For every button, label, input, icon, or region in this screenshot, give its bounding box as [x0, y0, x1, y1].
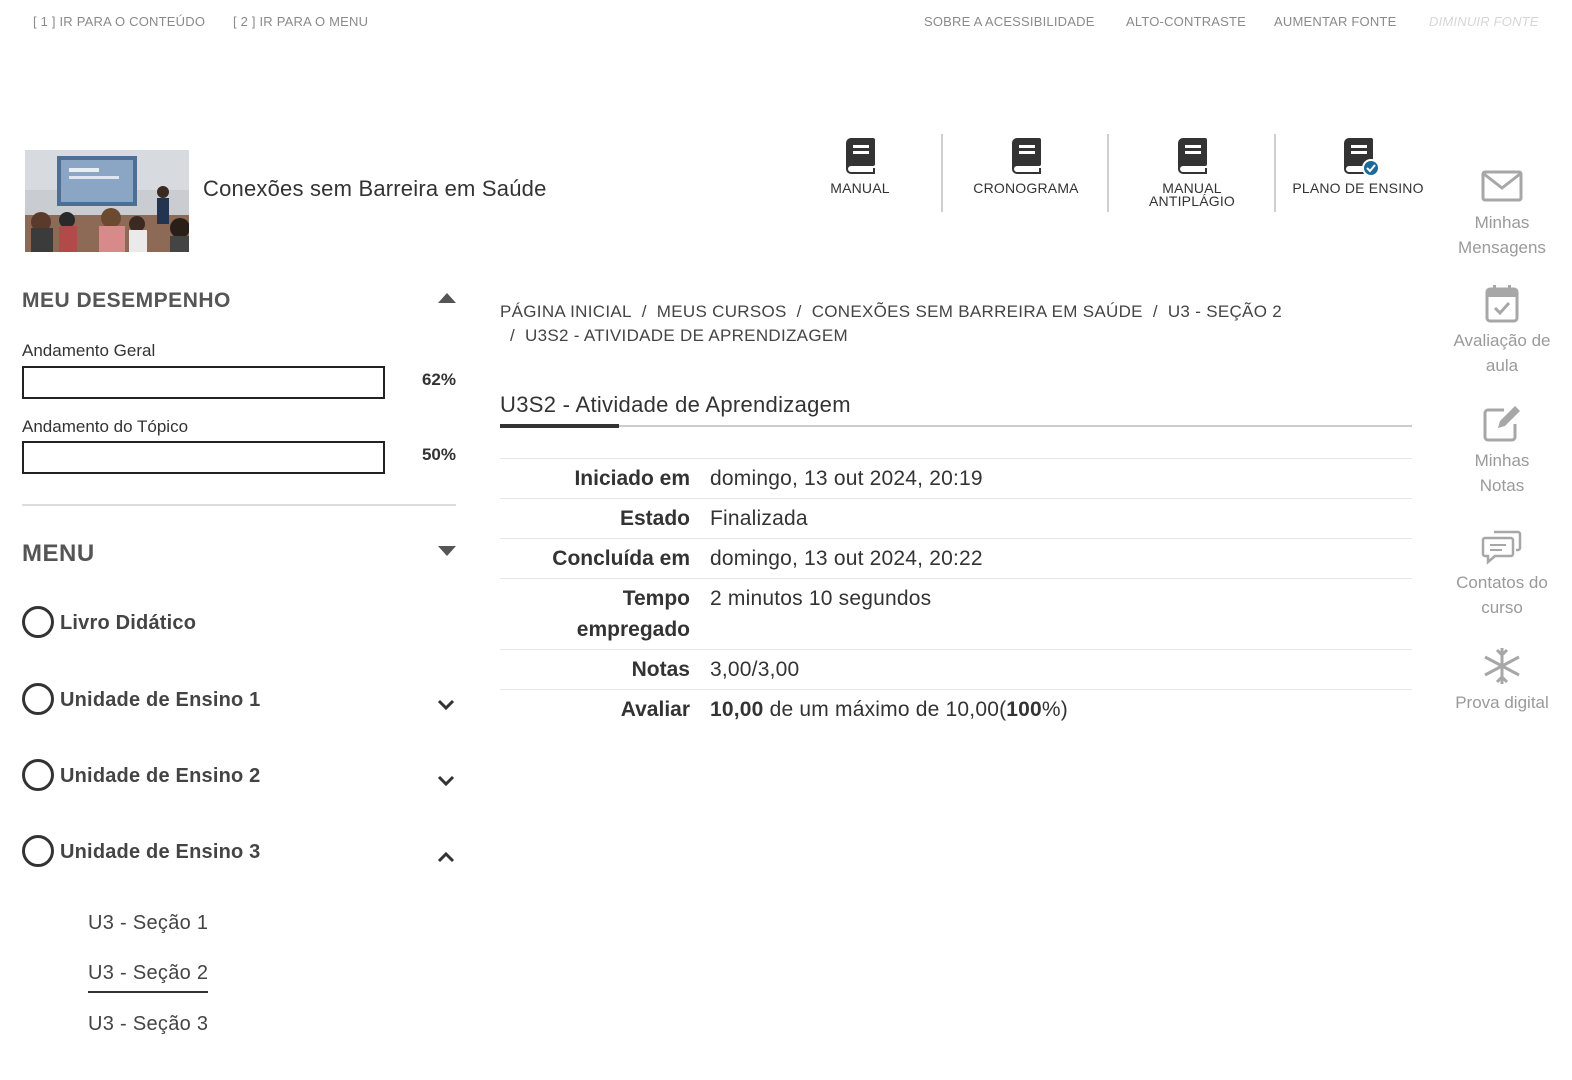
menu-item-livro-didatico[interactable]	[22, 606, 456, 642]
grade-label: Avaliar	[620, 698, 690, 721]
tool-divider	[1274, 134, 1276, 212]
book-icon	[839, 134, 881, 176]
marks-value: 3,00/3,00	[710, 658, 800, 681]
title-underline-accent	[500, 424, 619, 428]
menu-item-label: Unidade de Ensino 3	[60, 841, 261, 863]
tool-cronograma[interactable]	[966, 134, 1086, 212]
toggle-menu-icon[interactable]	[438, 546, 456, 556]
breadcrumb-separator: /	[510, 326, 516, 345]
menu-item-unidade-2[interactable]	[22, 759, 456, 795]
rail-label: Avaliação de	[1453, 331, 1551, 350]
tool-plano-de-ensino[interactable]	[1288, 134, 1428, 212]
submenu-u3-secao-3[interactable]: U3 - Seção 3	[88, 1013, 209, 1035]
time-taken-label-2: empregado	[576, 618, 690, 641]
topic-progress-fill	[24, 443, 204, 472]
chevron-up-icon[interactable]	[436, 847, 456, 867]
breadcrumb-my-courses[interactable]: MEUS CURSOS	[656, 302, 787, 321]
menu-title: MENU	[22, 540, 95, 567]
tool-cronograma-label: CRONOGRAMA	[973, 180, 1079, 196]
rail-minhas-notas[interactable]	[1440, 404, 1564, 498]
section-divider	[22, 504, 456, 506]
state-label: Estado	[619, 507, 690, 530]
snowflake-icon	[1480, 646, 1524, 686]
menu-item-unidade-1[interactable]	[22, 683, 456, 719]
rail-contatos-do-curso[interactable]	[1440, 526, 1564, 620]
tool-divider	[941, 134, 943, 212]
breadcrumb-activity[interactable]: U3S2 - ATIVIDADE DE APRENDIZAGEM	[525, 326, 848, 345]
grade-value	[710, 690, 1412, 730]
topic-progress-label: Andamento do Tópico	[22, 417, 189, 436]
menu-item-label: Unidade de Ensino 2	[60, 765, 261, 787]
attempt-summary-table	[500, 458, 1412, 729]
overall-progress-label: Andamento Geral	[22, 341, 156, 360]
breadcrumb-separator: /	[796, 302, 802, 321]
topic-progress-bar	[22, 441, 385, 474]
grade-percent-suffix: %)	[1041, 698, 1068, 721]
table-row	[500, 499, 1412, 539]
book-icon	[1005, 134, 1047, 176]
completed-label: Concluída em	[552, 547, 690, 570]
tool-manual-label: MANUAL	[830, 180, 890, 196]
time-taken-label-1: Tempo	[622, 587, 690, 610]
skip-to-content-link[interactable]: [ 1 ] IR PARA O CONTEÚDO	[33, 14, 206, 29]
grade-percent: 100	[1006, 698, 1042, 721]
rail-minhas-mensagens[interactable]	[1440, 166, 1564, 260]
rail-avaliacao-de-aula[interactable]	[1440, 284, 1564, 378]
chat-icon	[1480, 526, 1524, 566]
breadcrumb-section[interactable]: U3 - SEÇÃO 2	[1167, 302, 1282, 321]
time-taken-label	[500, 579, 710, 650]
breadcrumb	[500, 300, 1400, 348]
rail-label: Mensagens	[1458, 238, 1546, 257]
time-taken-value: 2 minutos 10 segundos	[710, 587, 932, 610]
rail-prova-digital[interactable]	[1440, 646, 1564, 715]
rail-label: curso	[1481, 598, 1523, 617]
course-title[interactable]: Conexões sem Barreira em Saúde	[203, 176, 547, 201]
overall-progress-percent: 62%	[421, 370, 456, 389]
book-icon	[1171, 134, 1213, 176]
page-title: U3S2 - Atividade de Aprendizagem	[500, 392, 851, 417]
calendar-check-icon	[1480, 284, 1524, 324]
tool-manual-antiplagio-label-2: ANTIPLÁGIO	[1148, 193, 1236, 209]
menu-item-label: Unidade de Ensino 1	[60, 689, 261, 711]
book-check-icon	[1337, 134, 1379, 176]
tool-manual-antiplagio[interactable]	[1140, 134, 1244, 212]
tool-manual[interactable]	[820, 134, 900, 212]
high-contrast-toggle[interactable]: ALTO-CONTRASTE	[1126, 14, 1247, 29]
tool-divider	[1107, 134, 1109, 212]
chevron-down-icon[interactable]	[436, 771, 456, 791]
title-underline	[500, 425, 1412, 427]
progress-circle-icon	[22, 759, 54, 791]
progress-circle-icon	[22, 683, 54, 715]
table-row	[500, 650, 1412, 690]
envelope-icon	[1480, 166, 1524, 206]
progress-circle-icon	[22, 835, 54, 867]
submenu-u3-secao-2[interactable]: U3 - Seção 2	[88, 962, 208, 993]
tool-plano-label: PLANO DE ENSINO	[1292, 180, 1424, 196]
started-value: domingo, 13 out 2024, 20:19	[710, 467, 983, 490]
rail-label: Contatos do	[1456, 573, 1548, 592]
table-row	[500, 539, 1412, 579]
chevron-down-icon[interactable]	[436, 695, 456, 715]
rail-label: Notas	[1479, 476, 1525, 495]
rail-label: Prova digital	[1455, 693, 1549, 712]
skip-to-menu-link[interactable]: [ 2 ] IR PARA O MENU	[233, 14, 369, 29]
breadcrumb-separator: /	[641, 302, 647, 321]
performance-title: MEU DESEMPENHO	[22, 289, 231, 312]
rail-label: Minhas	[1474, 213, 1530, 232]
breadcrumb-course[interactable]: CONEXÕES SEM BARREIRA EM SAÚDE	[811, 302, 1143, 321]
decrease-font-button[interactable]: DIMINUIR FONTE	[1429, 14, 1539, 29]
breadcrumb-separator: /	[1152, 302, 1158, 321]
menu-item-label: Livro Didático	[60, 612, 197, 634]
course-thumbnail	[25, 150, 189, 252]
grade-max-text: de um máximo de 10,00(	[763, 698, 1007, 721]
overall-progress-fill	[24, 368, 247, 397]
topic-progress-percent: 50%	[421, 445, 456, 464]
table-row	[500, 690, 1412, 730]
rail-label: aula	[1485, 356, 1519, 375]
rail-label: Minhas	[1474, 451, 1530, 470]
started-label: Iniciado em	[574, 467, 690, 490]
about-accessibility-link[interactable]: SOBRE A ACESSIBILIDADE	[924, 14, 1095, 29]
breadcrumb-home[interactable]: PÁGINA INICIAL	[500, 302, 632, 321]
collapse-performance-icon[interactable]	[438, 293, 456, 303]
table-row	[500, 579, 1412, 650]
increase-font-button[interactable]: AUMENTAR FONTE	[1274, 14, 1397, 29]
accessibility-bar	[0, 0, 1572, 44]
tool-manual-antiplagio-label-1: MANUAL	[1162, 180, 1222, 196]
progress-circle-icon	[22, 606, 54, 638]
menu-item-unidade-3[interactable]	[22, 835, 456, 871]
edit-icon	[1480, 404, 1524, 444]
state-value: Finalizada	[710, 507, 808, 530]
completed-value: domingo, 13 out 2024, 20:22	[710, 547, 983, 570]
submenu-u3-secao-1[interactable]: U3 - Seção 1	[88, 912, 209, 934]
overall-progress-bar	[22, 366, 385, 399]
table-row	[500, 459, 1412, 499]
grade-score: 10,00	[710, 698, 764, 721]
marks-label: Notas	[631, 658, 690, 681]
